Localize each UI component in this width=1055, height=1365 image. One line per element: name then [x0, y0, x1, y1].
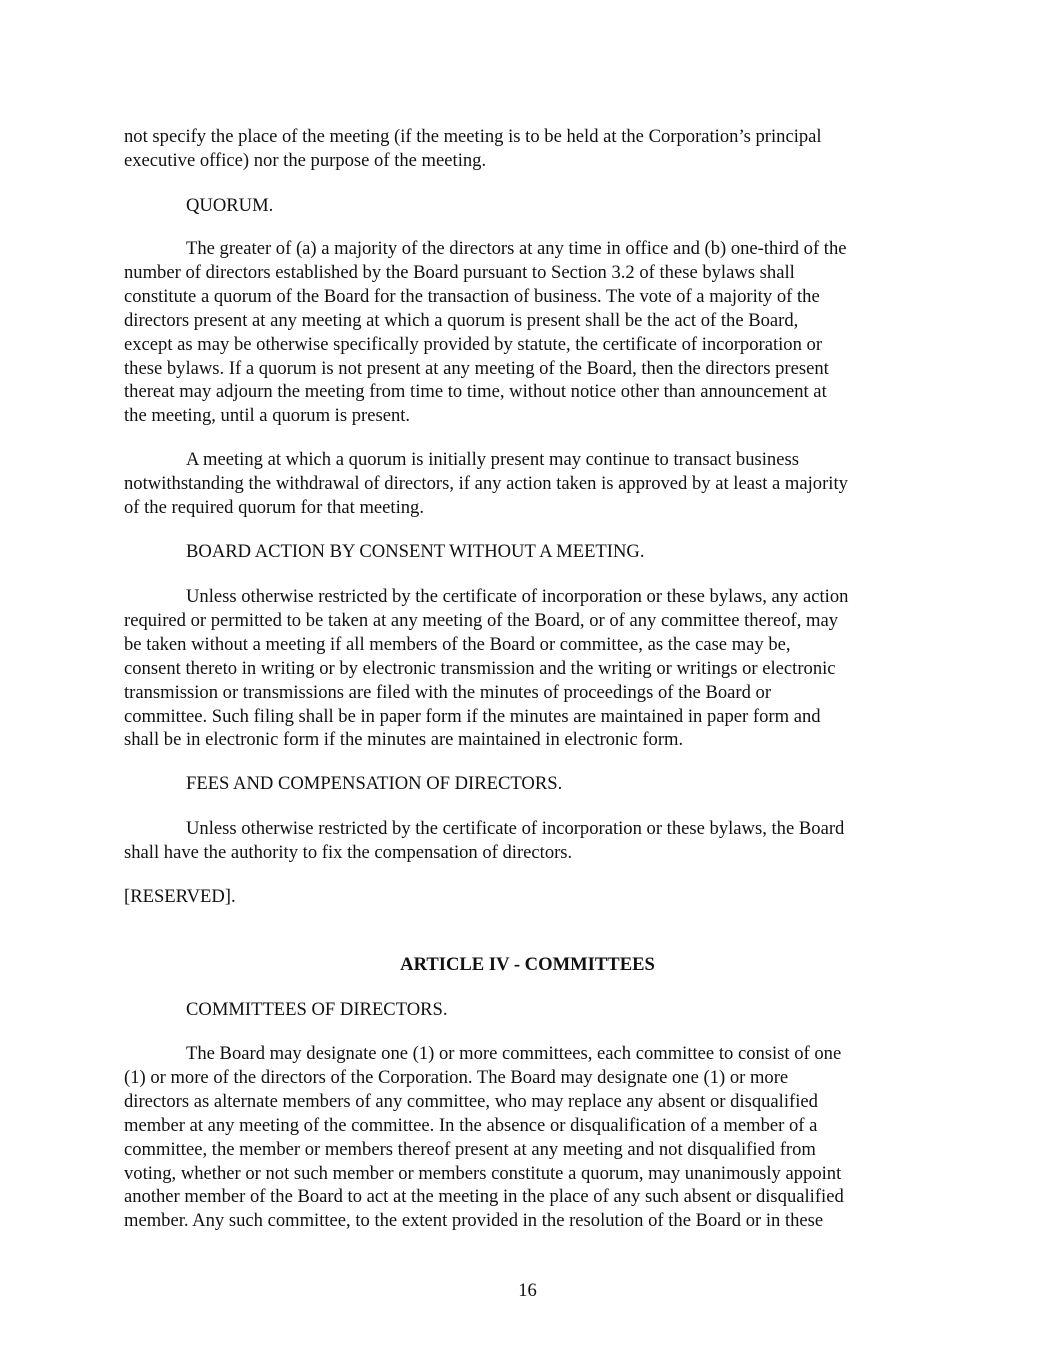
text-line: FEES AND COMPENSATION OF DIRECTORS. [186, 773, 563, 794]
section-heading-committees [124, 998, 1006, 1022]
paragraph-board-action [124, 585, 944, 752]
text-line: (1) or more of the directors of the Corporation. The Board may designate one (1) or more [124, 1066, 789, 1088]
text-line: number of directors established by the Board pursuant to Section 3.2 of these bylaws shall [124, 261, 795, 283]
text-line: QUORUM. [186, 195, 274, 216]
text-line: The Board may designate one (1) or more committees, each committee to consist of one [186, 1043, 842, 1064]
paragraph-quorum-continue [124, 448, 944, 520]
text-line: voting, whether or not such member or members constitute a quorum, may unanimously appoint [124, 1162, 842, 1184]
text-line: [RESERVED]. [124, 886, 236, 907]
text-line: required or permitted to be taken at any meeting of the Board, or of any committee thereof, may [124, 609, 839, 631]
text-line: constitute a quorum of the Board for the transaction of business. The vote of a majority of the [124, 285, 820, 307]
section-heading-fees [124, 772, 1006, 796]
text-line: The greater of (a) a majority of the directors at any time in office and (b) one-third of the [186, 238, 847, 259]
text-line: be taken without a meeting if all members of the Board or committee, as the case may be, [124, 633, 791, 655]
text-line: member at any meeting of the committee. In the absence or disqualification of a member of a [124, 1114, 818, 1136]
text-line: these bylaws. If a quorum is not present at any meeting of the Board, then the directors present [124, 357, 829, 379]
paragraph-continued [124, 125, 944, 173]
section-heading-board-action [124, 540, 1006, 564]
paragraph-committees [124, 1042, 944, 1233]
text-line: COMMITTEES OF DIRECTORS. [186, 999, 448, 1020]
text-line: ARTICLE IV - COMMITTEES [400, 954, 655, 975]
paragraph-fees [124, 817, 944, 865]
section-heading-reserved [124, 885, 944, 909]
text-line: not specify the place of the meeting (if the meeting is to be held at the Corporation’s principal [124, 126, 822, 147]
text-line: shall be in electronic form if the minutes are maintained in electronic form. [124, 729, 684, 751]
text-line: consent thereto in writing or by electronic transmission and the writing or writings or electronic [124, 657, 836, 679]
text-line: directors present at any meeting at which a quorum is present shall be the act of the Board, [124, 309, 799, 331]
text-line: shall have the authority to fix the compensation of directors. [124, 841, 573, 863]
text-line: Unless otherwise restricted by the certificate of incorporation or these bylaws, any action [186, 586, 849, 607]
text-line: except as may be otherwise specifically provided by statute, the certificate of incorporation or [124, 333, 823, 355]
section-heading-quorum [124, 194, 1006, 218]
text-line: thereat may adjourn the meeting from time to time, without notice other than announcement at [124, 381, 827, 403]
article-heading [0, 953, 1055, 977]
page-number: 16 [518, 1280, 537, 1301]
text-line: notwithstanding the withdrawal of directors, if any action taken is approved by at least a majority [124, 472, 848, 494]
text-line: transmission or transmissions are filed with the minutes of proceedings of the Board or [124, 681, 772, 703]
text-line: committee. Such filing shall be in paper form if the minutes are maintained in paper form and [124, 705, 821, 727]
text-line: A meeting at which a quorum is initially present may continue to transact business [186, 449, 799, 470]
text-line: BOARD ACTION BY CONSENT WITHOUT A MEETING. [186, 541, 645, 562]
text-line: the meeting, until a quorum is present. [124, 405, 411, 427]
text-line: member. Any such committee, to the extent provided in the resolution of the Board or in these [124, 1210, 824, 1232]
text-line: directors as alternate members of any committee, who may replace any absent or disqualified [124, 1090, 818, 1112]
text-line: executive office) nor the purpose of the meeting. [124, 149, 487, 171]
paragraph-quorum [124, 237, 944, 428]
text-line: another member of the Board to act at the meeting in the place of any such absent or disqualified [124, 1186, 844, 1208]
text-line: of the required quorum for that meeting. [124, 496, 424, 518]
text-line: Unless otherwise restricted by the certificate of incorporation or these bylaws, the Board [186, 818, 845, 839]
text-line: committee, the member or members thereof present at any meeting and not disqualified from [124, 1138, 816, 1160]
